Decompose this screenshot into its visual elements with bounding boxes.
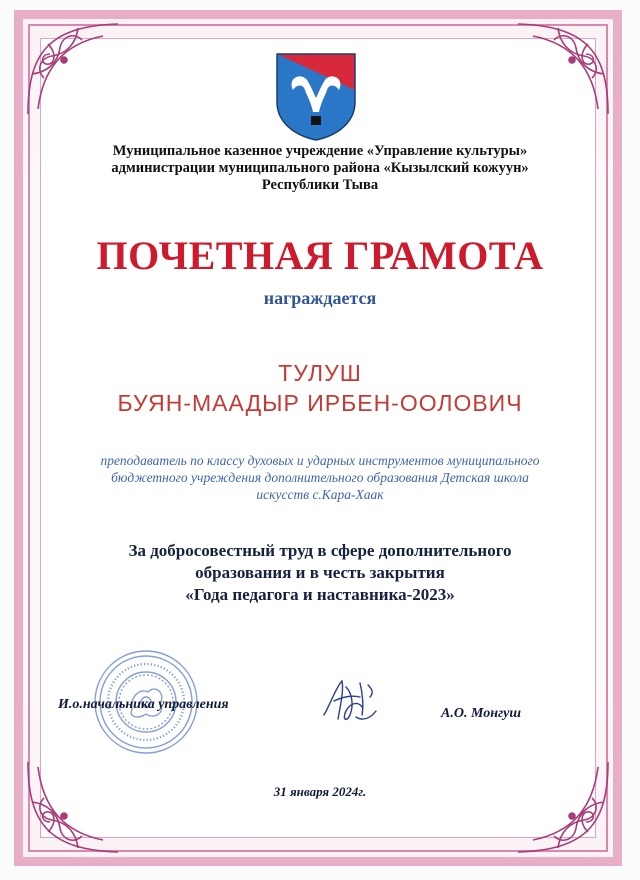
- recipient-given-names: БУЯН-МААДЫР ИРБЕН-ООЛОВИЧ: [117, 390, 523, 416]
- organization-line: Республики Тыва: [261, 177, 379, 193]
- signatory-name: А.О. Монгуш: [441, 706, 522, 721]
- merit-line: За добросовестный труд в сфере дополнительного: [128, 541, 512, 560]
- recipient-position: [90, 452, 550, 503]
- position-line: искусств с.Кара-Хаак: [256, 487, 384, 502]
- issue-date: 31 января 2024г.: [273, 784, 367, 799]
- corner-ornament-icon: [508, 14, 618, 124]
- merit-line: «Года педагога и наставника-2023»: [185, 585, 455, 604]
- organization-line: Муниципальное казенное учреждение «Управление культуры»: [112, 143, 528, 159]
- merit-line: образования и в честь закрытия: [195, 563, 445, 582]
- corner-ornament-icon: [18, 14, 128, 124]
- organization-line: администрации муниципального района «Кызылский кожуун»: [111, 160, 529, 176]
- corner-ornament-icon: [18, 752, 128, 862]
- certificate-title: ПОЧЕТНАЯ ГРАМОТА: [96, 233, 544, 278]
- awarded-caption: награждается: [263, 288, 377, 308]
- signatory-role: И.о.начальника управления: [58, 697, 229, 712]
- handwritten-signature-icon: [316, 675, 386, 730]
- recipient-surname: ТУЛУШ: [278, 360, 362, 386]
- position-line: бюджетного учреждения дополнительного образования Детская школа: [111, 470, 529, 485]
- issuing-organization: [60, 143, 580, 194]
- coat-of-arms-icon: [273, 50, 359, 142]
- award-reason: [70, 540, 570, 606]
- position-line: преподаватель по классу духовых и ударных инструментов муниципального: [100, 453, 540, 468]
- corner-ornament-icon: [508, 752, 618, 862]
